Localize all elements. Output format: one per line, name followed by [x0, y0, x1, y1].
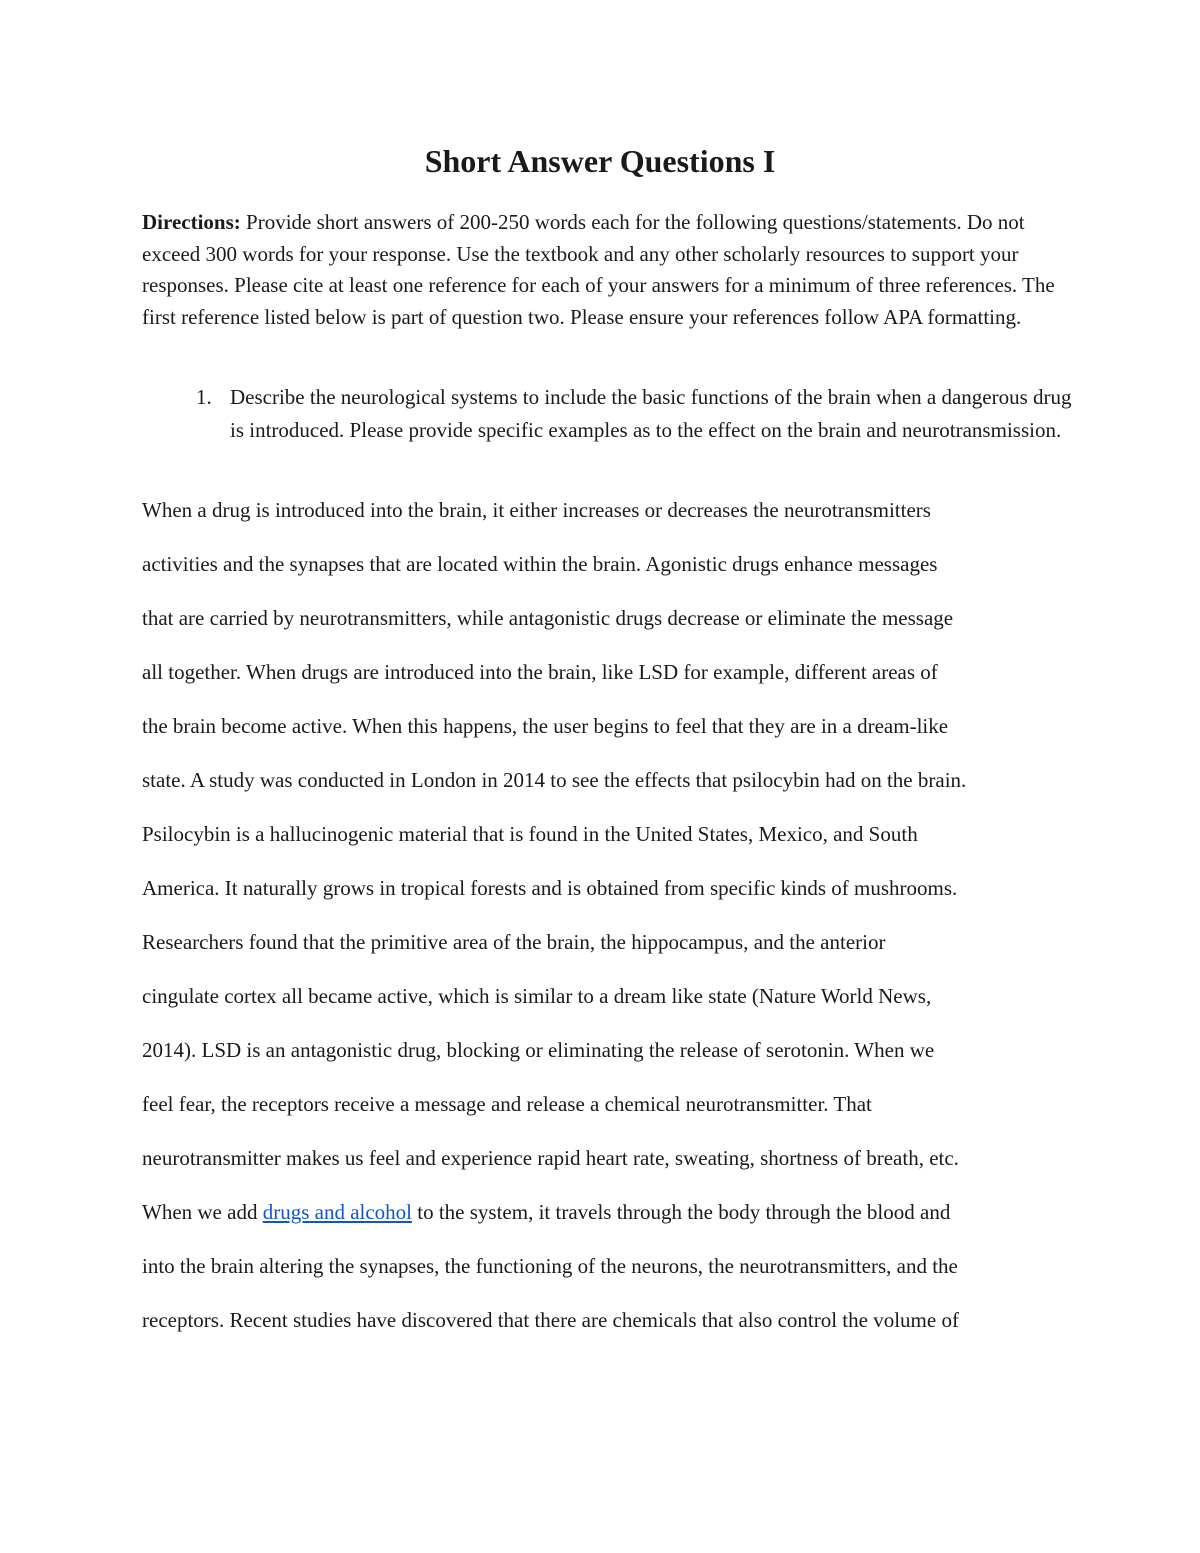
- answer-body: [142, 494, 1072, 1358]
- answer-line: the brain become active. When this happens, the user begins to feel that they are in a dream-like: [142, 714, 949, 738]
- question-list: [142, 381, 1072, 447]
- answer-line: cingulate cortex all became active, which is similar to a dream like state (Nature World News,: [142, 984, 932, 1008]
- answer-line: Researchers found that the primitive area of the brain, the hippocampus, and the anterior: [142, 930, 886, 954]
- answer-line: neurotransmitter makes us feel and experience rapid heart rate, sweating, shortness of breath, etc.: [142, 1146, 959, 1170]
- drugs-and-alcohol-link[interactable]: drugs and alcohol: [262, 1200, 412, 1224]
- answer-line: feel fear, the receptors receive a message and release a chemical neurotransmitter. That: [142, 1092, 872, 1116]
- answer-line: America. It naturally grows in tropical forests and is obtained from specific kinds of mushrooms.: [142, 876, 958, 900]
- link-line-after: to the system, it travels through the body through the blood and: [412, 1200, 951, 1224]
- answer-line: that are carried by neurotransmitters, while antagonistic drugs decrease or eliminate the message: [142, 606, 954, 630]
- directions-label: Directions:: [142, 210, 241, 234]
- answer-line: all together. When drugs are introduced into the brain, like LSD for example, different areas of: [142, 660, 938, 684]
- directions-text: Provide short answers of 200-250 words each for the following questions/statements. Do not exceed 300 words for your response. Use the textbook and any other scholarly resources to support your responses. Please cite at least one reference for each of your answers for a minimum of three references. The first reference listed below is part of question two. Please ensure your references follow APA formatting.: [142, 210, 1055, 329]
- question-text: Describe the neurological systems to include the basic functions of the brain when a dangerous drug is introduced. Please provide specific examples as to the effect on the brain and neurotransmission.: [230, 385, 1072, 442]
- answer-line: activities and the synapses that are located within the brain. Agonistic drugs enhance messages: [142, 552, 938, 576]
- question-item: [142, 381, 1072, 447]
- page-title: Short Answer Questions I: [424, 143, 776, 179]
- link-line-before: When we add: [142, 1200, 263, 1224]
- answer-line: state. A study was conducted in London in 2014 to see the effects that psilocybin had on the brain.: [142, 768, 967, 792]
- answer-line: receptors. Recent studies have discovered that there are chemicals that also control the volume of: [142, 1308, 959, 1332]
- answer-line: Psilocybin is a hallucinogenic material that is found in the United States, Mexico, and South: [142, 822, 918, 846]
- answer-line: 2014). LSD is an antagonistic drug, blocking or eliminating the release of serotonin. When we: [142, 1038, 935, 1062]
- answer-line: into the brain altering the synapses, the functioning of the neurons, the neurotransmitters, and the: [142, 1254, 958, 1278]
- answer-line: When a drug is introduced into the brain, it either increases or decreases the neurotransmitters: [142, 498, 931, 522]
- directions-paragraph: [142, 207, 1072, 333]
- answer-line-with-link: [142, 1196, 1072, 1250]
- question-number: 1.: [196, 385, 212, 409]
